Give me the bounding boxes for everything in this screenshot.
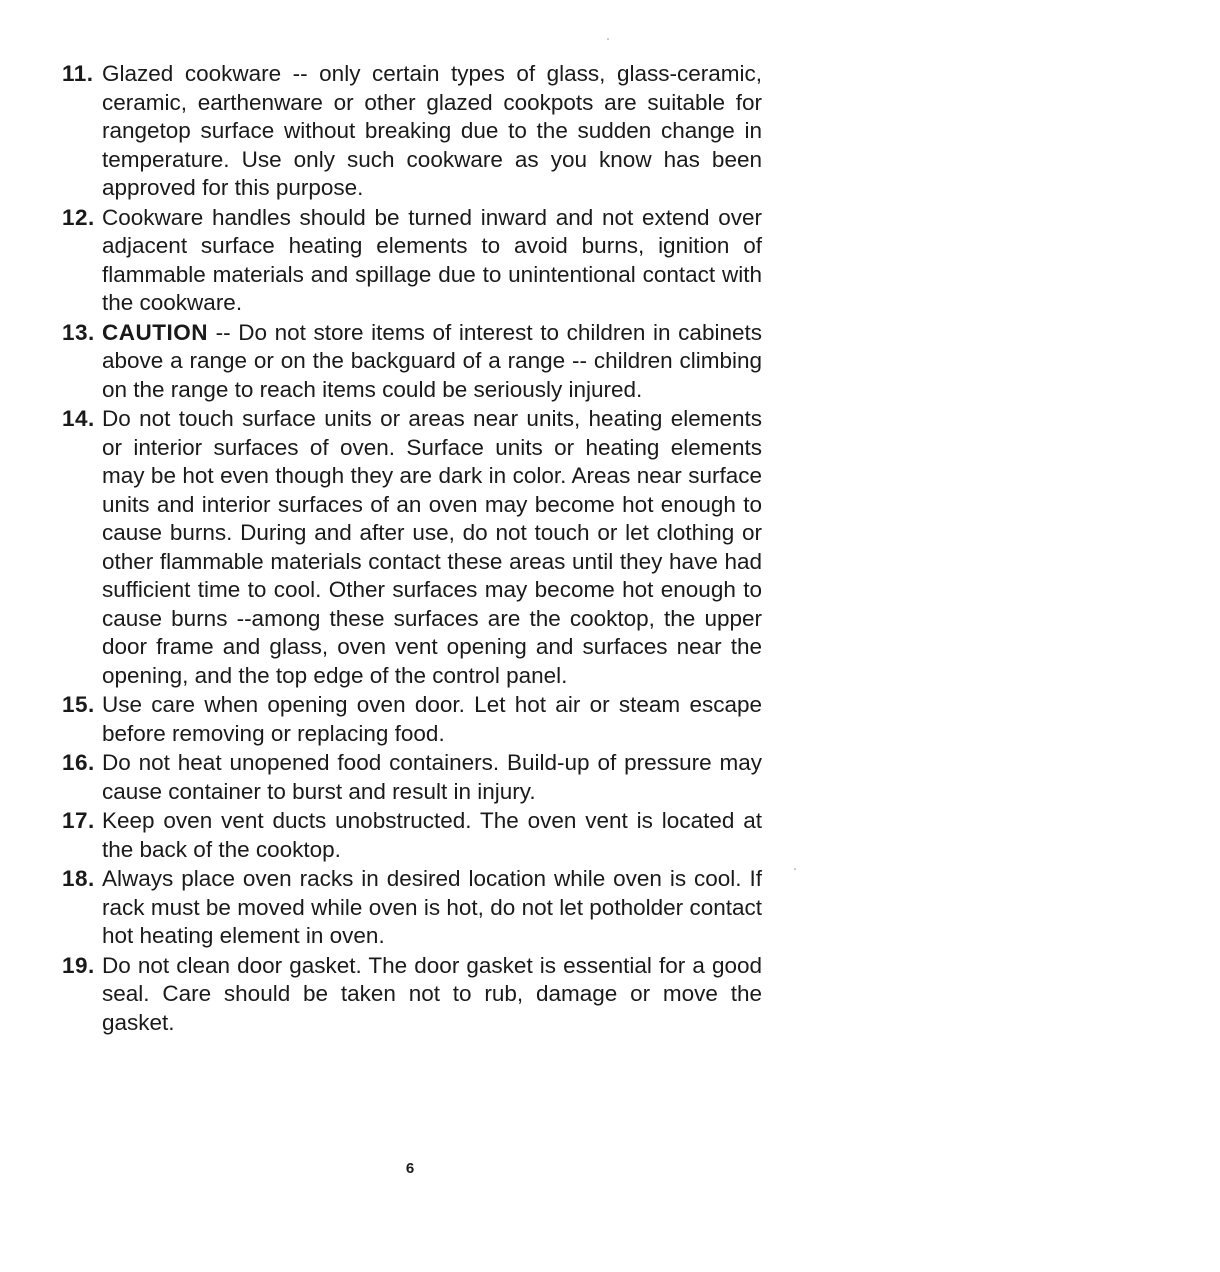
page-number: 6 bbox=[405, 1160, 415, 1177]
item-text: Do not heat unopened food containers. Build-up of pressure may cause container to burst and result in injury. bbox=[102, 750, 762, 804]
item-text-wrapper bbox=[102, 319, 762, 405]
item-text: Cookware handles should be turned inward and not extend over adjacent surface heating elements to avoid burns, ignition of flammable materials and spillage due to unintentional contact with the cookware. bbox=[102, 204, 762, 315]
instruction-item bbox=[62, 204, 762, 318]
instruction-item bbox=[62, 319, 762, 405]
instruction-list bbox=[62, 60, 762, 1038]
instruction-item bbox=[62, 60, 762, 203]
scan-speck bbox=[607, 38, 609, 40]
instruction-item bbox=[62, 749, 762, 806]
item-number: 17. bbox=[62, 808, 95, 833]
item-number: 11. bbox=[62, 61, 94, 86]
item-number: 19. bbox=[62, 952, 95, 978]
instruction-item bbox=[62, 865, 762, 951]
item-number: 13. bbox=[62, 319, 95, 345]
item-text: Glazed cookware -- only certain types of glass, glass-ceramic, ceramic, earthenware or other glazed cookpots are suitable for rangetop surface without breaking due to the sudden change in temperature. Use only such cookware as you know has been approved for this purpose. bbox=[102, 61, 762, 200]
item-number: 15. bbox=[62, 692, 95, 717]
item-text: Do not clean door gasket. The door gasket is essential for a good seal. Care should be taken not to rub, damage or move the gasket. bbox=[102, 952, 762, 1035]
item-number: 18. bbox=[62, 866, 95, 891]
caution-label: CAUTION bbox=[102, 319, 208, 345]
item-text: Always place oven racks in desired location while oven is cool. If rack must be moved while oven is hot, do not let potholder contact hot heating element in oven. bbox=[102, 866, 762, 948]
scan-speck bbox=[794, 868, 796, 870]
item-text: -- Do not store items of interest to children in cabinets above a range or on the backguard of a range -- children climbing on the range to reach items could be seriously injured. bbox=[102, 319, 762, 402]
item-number: 16. bbox=[62, 750, 95, 775]
item-text: Use care when opening oven door. Let hot air or steam escape before removing or replacing food. bbox=[102, 692, 762, 746]
instruction-item bbox=[62, 807, 762, 864]
item-number: 12. bbox=[62, 204, 95, 230]
instruction-item bbox=[62, 691, 762, 748]
item-text: Keep oven vent ducts unobstructed. The oven vent is located at the back of the cooktop. bbox=[102, 808, 762, 862]
item-number: 14. bbox=[62, 406, 95, 431]
instruction-item bbox=[62, 405, 762, 690]
item-text: Do not touch surface units or areas near units, heating elements or interior surfaces of oven. Surface units or heating elements may be hot even though they are dark in color. Areas near surface units and interior surfaces of an oven may become hot enough to cause burns. During and after use, do not touch or let clothing or other flammable materials contact these areas until they have had sufficient time to cool. Other surfaces may become hot enough to cause burns --among these surfaces are the cooktop, the upper door frame and glass, oven vent opening and surfaces near the opening, and the top edge of the control panel. bbox=[102, 406, 762, 688]
instruction-item bbox=[62, 952, 762, 1038]
